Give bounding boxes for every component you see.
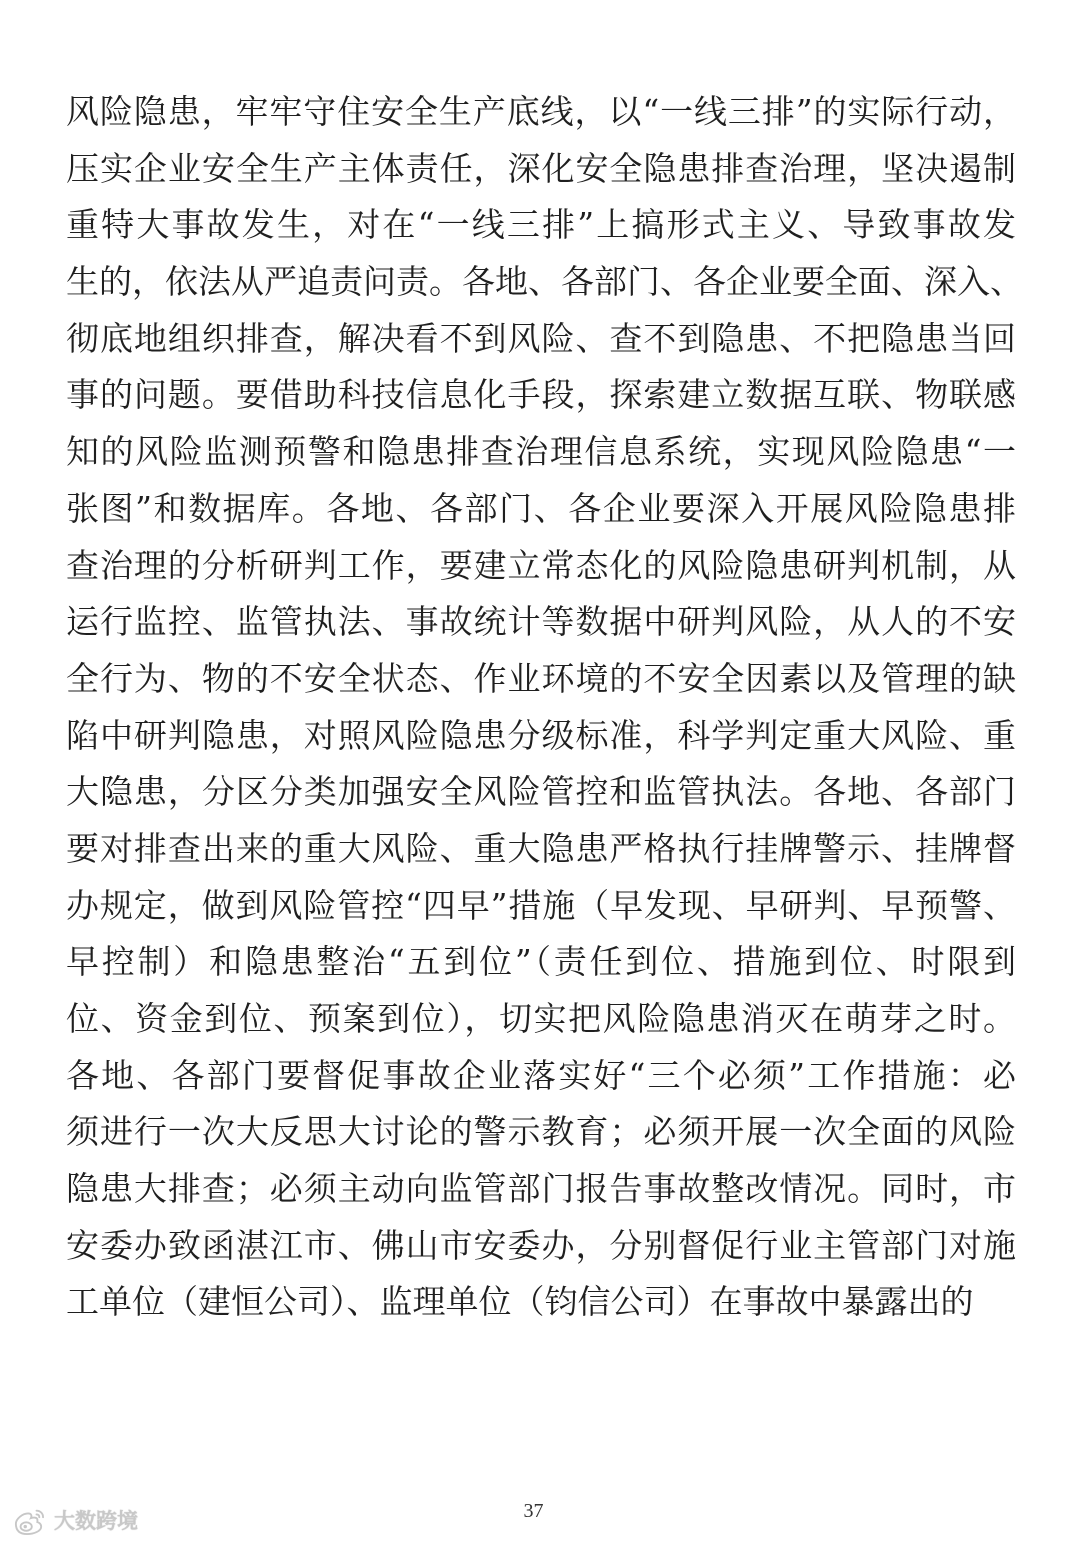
text-line: 知的风险监测预警和隐患排查治理信息系统，实现风险隐患“一 [66,432,1016,472]
text-line: 早控制）和隐患整治“五到位”（责任到位、措施到位、时限到 [66,942,1016,982]
text-line: 安委办致函湛江市、佛山市安委办，分别督促行业主管部门对施 [66,1225,1016,1265]
text-line: 大隐患，分区分类加强安全风险管控和监管执法。各地、各部门 [66,772,1016,812]
text-line: 须进行一次大反思大讨论的警示教育；必须开展一次全面的风险 [66,1112,1016,1152]
text-line: 压实企业安全生产主体责任，深化安全隐患排查治理，坚决遏制 [66,148,1016,188]
watermark-text: 大数跨境 [54,1509,138,1533]
text-line: 隐患大排查；必须主动向监管部门报告事故整改情况。同时，市 [66,1169,1016,1209]
body-text [66,84,1023,1331]
text-line: 重特大事故发生，对在“一线三排”上搞形式主义、导致事故发 [66,205,1016,245]
text-line: 陷中研判隐患，对照风险隐患分级标准，科学判定重大风险、重 [66,715,1016,755]
text-line: 要对排查出来的重大风险、重大隐患严格执行挂牌警示、挂牌督 [66,828,1016,868]
text-line: 张图”和数据库。各地、各部门、各企业要深入开展风险隐患排 [66,488,1016,528]
text-line: 事的问题。要借助科技信息化手段，探索建立数据互联、物联感 [66,375,1016,415]
text-line: 办规定，做到风险管控“四早”措施（早发现、早研判、早预警、 [66,885,1016,925]
text-line: 工单位（建恒公司）、监理单位（钧信公司）在事故中暴露出的 [66,1282,974,1322]
text-line: 查治理的分析研判工作，要建立常态化的风险隐患研判机制，从 [66,545,1016,585]
text-line: 风险隐患，牢牢守住安全生产底线，以“一线三排”的实际行动， [66,92,1016,131]
watermark [10,1503,138,1537]
page-number: 37 [523,1500,544,1522]
text-line: 彻底地组织排查，解决看不到风险、查不到隐患、不把隐患当回 [66,318,1016,358]
text-line: 各地、各部门要督促事故企业落实好“三个必须”工作措施：必 [66,1055,1016,1095]
text-line: 位、资金到位、预案到位），切实把风险隐患消灭在萌芽之时。 [66,999,1016,1038]
weibo-logo-icon [10,1505,48,1535]
text-line: 生的，依法从严追责问责。各地、各部门、各企业要全面、深入、 [66,262,1023,302]
text-line: 全行为、物的不安全状态、作业环境的不安全因素以及管理的缺 [66,658,1016,698]
text-line: 运行监控、监管执法、事故统计等数据中研判风险，从人的不安 [66,602,1016,642]
